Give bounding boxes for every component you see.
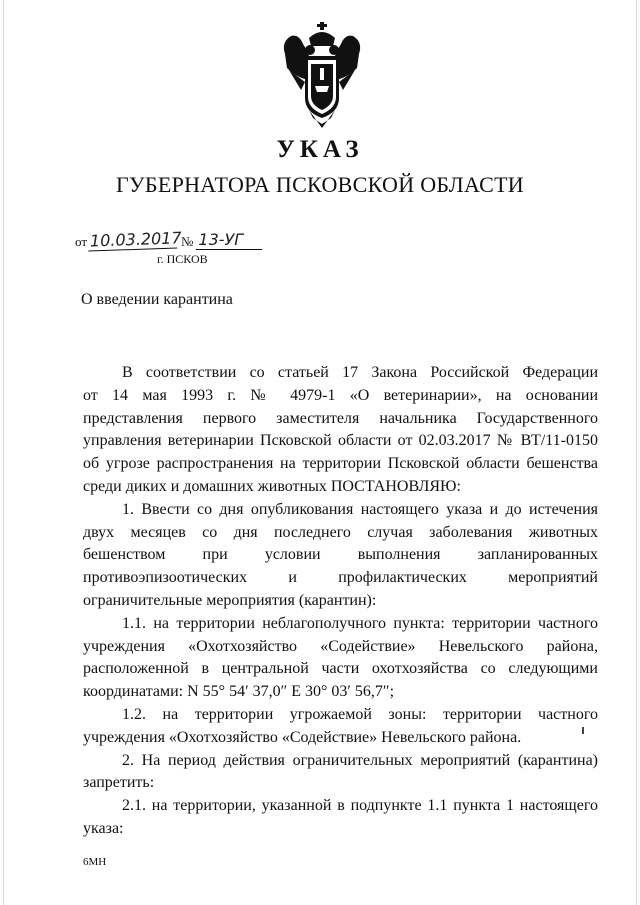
handwritten-number: 13-УГ: [196, 231, 262, 250]
paragraph-line: об угрозе распространения на территории Псковской области бешенства: [83, 455, 598, 473]
document-body: [83, 362, 598, 841]
paragraph-line: среди диких и домашних животных ПОСТАНОВЛЯЮ:: [83, 477, 461, 495]
paragraph-line: противоэпизоотических и профилактических мероприятий: [83, 569, 598, 587]
paragraph-line: бешенством при условии выполнения запланированных: [83, 546, 598, 564]
paragraph-line: учреждения «Охотхозяйство «Содействие» Невельского района.: [83, 728, 522, 746]
date-prefix: от: [75, 234, 88, 249]
city-label: г. ПСКОВ: [157, 252, 208, 266]
paragraph-line: запретить:: [83, 774, 155, 792]
paragraph-line: ограничительные мероприятия (карантин):: [83, 591, 377, 609]
paragraph-line: 1.2. на территории угрожаемой зоны: территории частного: [122, 705, 598, 723]
date-number-row: [75, 226, 315, 250]
paragraph-line: 2.1. на территории, указанной в подпункте 1.1 пункта 1 настоящего: [122, 797, 598, 815]
paragraph-line: 1. Ввести со дня опубликования настоящего указа и до истечения: [122, 500, 598, 518]
document-subject: О введении карантина: [81, 291, 233, 308]
paragraph-line: В соответствии со статьей 17 Закона Российской Федерации: [122, 364, 598, 381]
paragraph-line: координатами: N 55° 54′ 37,0″ E 30° 03′ 56,7″;: [83, 683, 395, 701]
scan-artifact-mark: [582, 727, 584, 734]
paragraph-line: двух месяцев со дня последнего случая заболевания животных: [83, 523, 598, 541]
paragraph-line: 1.1. на территории неблагополучного пункта: территории частного: [122, 614, 598, 632]
paragraph-line: от 14 мая 1993 г. № 4979-1 «О ветеринарии», на основании: [83, 386, 598, 404]
number-prefix: №: [181, 234, 194, 249]
coat-of-arms-emblem: [279, 20, 365, 132]
paragraph-line: учреждения «Охотхозяйство «Содействие» Невельского района,: [83, 637, 598, 655]
paragraph-line: 2. На период действия ограничительных мероприятий (карантина): [122, 751, 598, 769]
document-subtitle: ГУБЕРНАТОРА ПСКОВСКОЙ ОБЛАСТИ: [116, 172, 524, 197]
handwritten-date: 10.03.2017: [89, 228, 182, 251]
paragraph-line: представления первого заместителя начальника Государственного: [83, 409, 598, 427]
document-title: УКАЗ: [276, 136, 364, 163]
paragraph-line: указа:: [83, 819, 124, 837]
paragraph-line: расположенной в центральной части охотхозяйства со следующими: [83, 660, 598, 678]
paragraph-line: управления ветеринарии Псковской области от 02.03.2017 № ВТ/11-0150: [83, 432, 598, 450]
footer-code: 6МН: [83, 856, 107, 868]
